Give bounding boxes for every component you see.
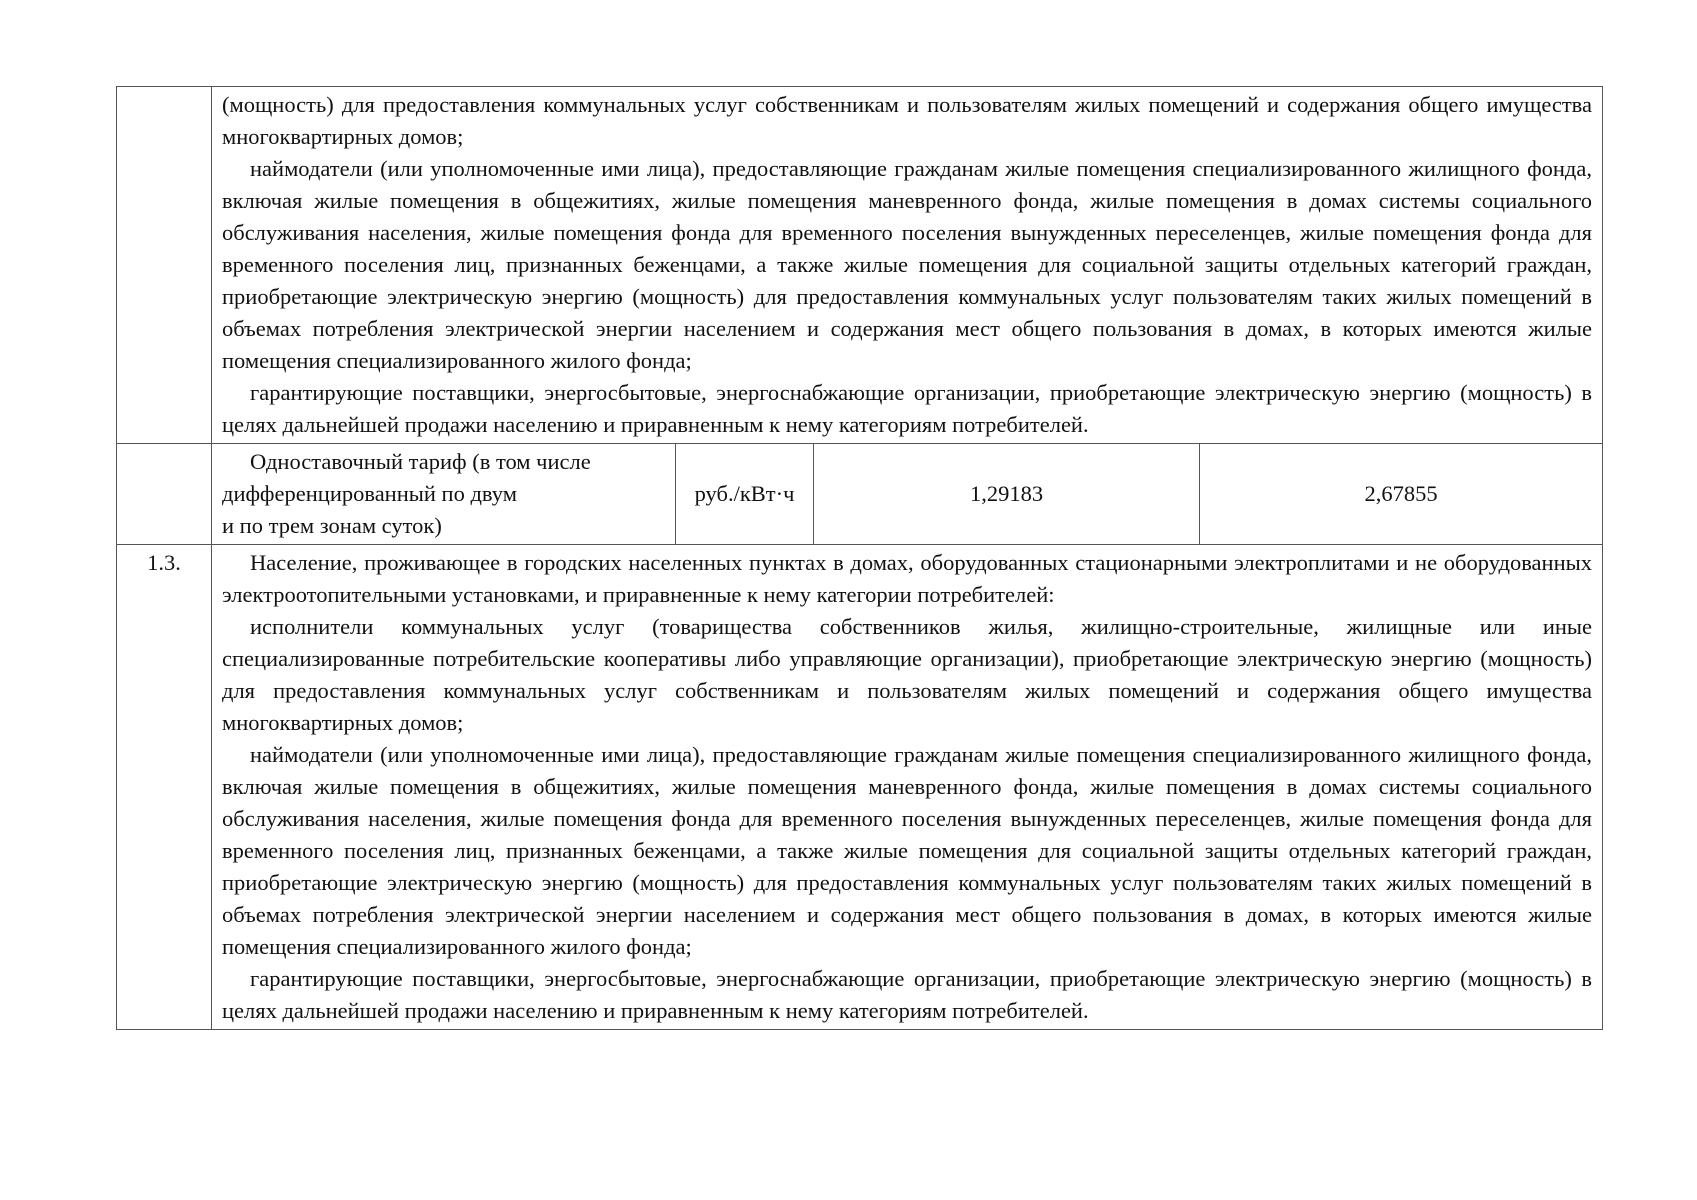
paragraph: гарантирующие поставщики, энергосбытовые, энергоснабжающие организации, приобретающие электрическую энергию (мощность) в целях дальнейшей продажи населению и приравненным к нему категориям потребителей. bbox=[222, 966, 1592, 1023]
table-row-tariff bbox=[117, 444, 1603, 545]
tariff-name-line: и по трем зонам суток) bbox=[222, 513, 442, 538]
tariff-table bbox=[116, 86, 1603, 1030]
paragraph: наймодатели (или уполномоченные ими лица), предоставляющие гражданам жилые помещения специализированного жилищного фонда, включая жилые помещения в общежитиях, жилые помещения маневренного фонда, жилые помещения в домах системы социального обслуживания населения, жилые помещения фонда для временного поселения вынужденных переселенцев, жилые помещения фонда для временного поселения лиц, признанных беженцами, а также жилые помещения для социальной защиты отдельных категорий граждан, приобретающие электрическую энергию (мощность) для предоставления коммунальных услуг пользователям таких жилых помещений в объемах потребления электрической энергии населением и содержания мест общего пользования в домах, в которых имеются жилые помещения специализированного жилого фонда; bbox=[222, 742, 1592, 959]
paragraph: наймодатели (или уполномоченные ими лица), предоставляющие гражданам жилые помещения специализированного жилищного фонда, включая жилые помещения в общежитиях, жилые помещения маневренного фонда, жилые помещения в домах системы социального обслуживания населения, жилые помещения фонда для временного поселения вынужденных переселенцев, жилые помещения фонда для временного поселения лиц, признанных беженцами, а также жилые помещения для социальной защиты отдельных категорий граждан, приобретающие электрическую энергию (мощность) для предоставления коммунальных услуг пользователям таких жилых помещений в объемах потребления электрической энергии населением и содержания мест общего пользования в домах, в которых имеются жилые помещения специализированного жилого фонда; bbox=[222, 156, 1592, 373]
consumer-category-cell bbox=[212, 87, 1603, 444]
empty-number-cell bbox=[117, 444, 212, 545]
row-number-cell: 1.3. bbox=[117, 545, 212, 1030]
paragraph: (мощность) для предоставления коммунальных услуг собственникам и пользователям жилых помещений и содержания общего имущества многоквартирных домов; bbox=[222, 92, 1592, 149]
table-row-continuation bbox=[117, 87, 1603, 444]
tariff-name-line: дифференцированный по двум bbox=[222, 481, 517, 506]
tariff-value-2-cell: 2,67855 bbox=[1200, 444, 1603, 545]
paragraph: Население, проживающее в городских населенных пунктах в домах, оборудованных стационарными электроплитами и не оборудованных электроотопительными установками, и приравненные к нему категории потребителей: bbox=[222, 550, 1592, 607]
consumer-category-cell bbox=[212, 545, 1603, 1030]
tariff-unit-cell: руб./кВт·ч bbox=[676, 444, 814, 545]
table-row-1-3 bbox=[117, 545, 1603, 1030]
tariff-value-1-cell: 1,29183 bbox=[814, 444, 1200, 545]
row-number-cell bbox=[117, 87, 212, 444]
tariff-name-line: Одноставочный тариф (в том числе bbox=[250, 449, 591, 474]
paragraph: гарантирующие поставщики, энергосбытовые, энергоснабжающие организации, приобретающие электрическую энергию (мощность) в целях дальнейшей продажи населению и приравненным к нему категориям потребителей. bbox=[222, 380, 1592, 437]
paragraph: исполнители коммунальных услуг (товарищества собственников жилья, жилищно-строительные, жилищные или иные специализированные потребительские кооперативы либо управляющие организации), приобретающие электрическую энергию (мощность) для предоставления коммунальных услуг собственникам и пользователям жилых помещений и содержания общего имущества многоквартирных домов; bbox=[222, 614, 1592, 735]
tariff-name-cell bbox=[212, 444, 676, 545]
